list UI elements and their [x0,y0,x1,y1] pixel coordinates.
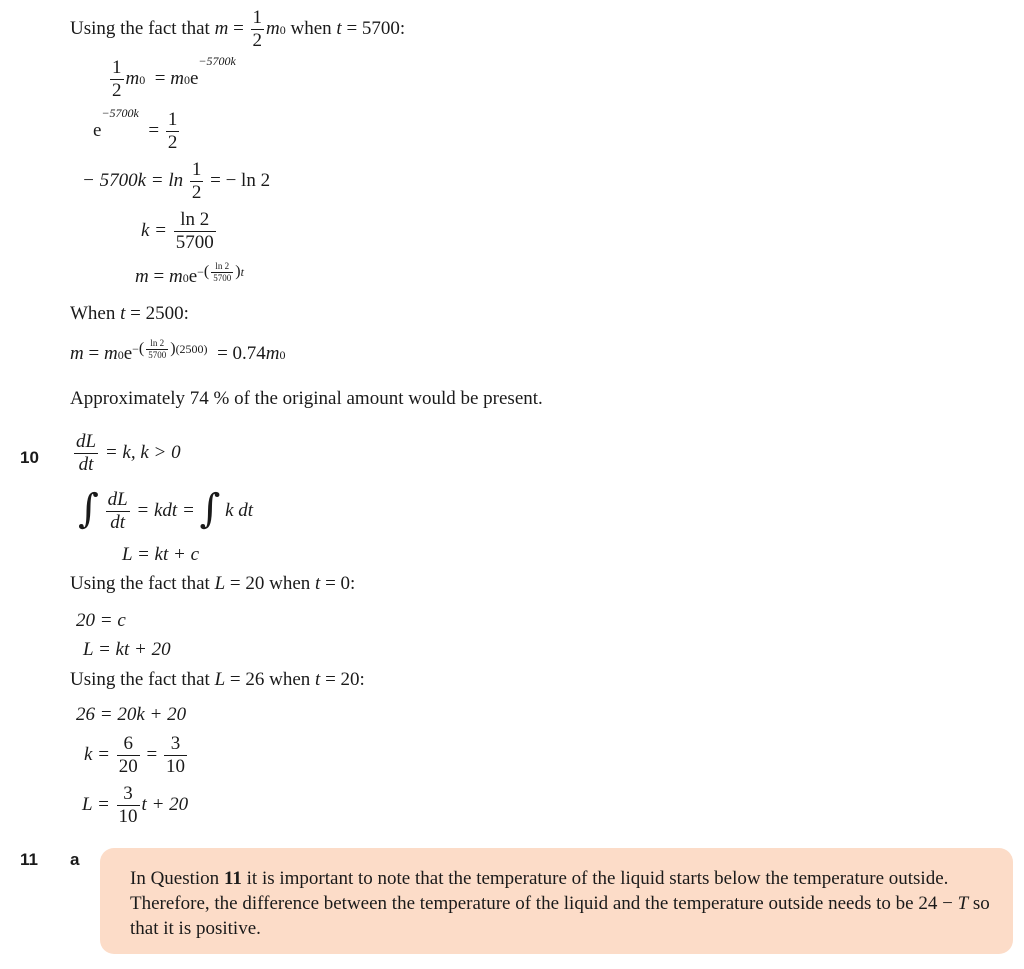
question-number-10: 10 [20,448,39,467]
equation-final-l: L = $\frac{3}{10}$ t + 20 [82,783,189,827]
question-part-a: a [70,850,80,869]
conclusion-text: Approximately 74 % of the original amount would be present. [70,388,543,409]
intro-line: Using the fact that m = $\frac{1}{2}$ m0 when t = 5700: [70,7,406,51]
condition-1-line: Using the fact that L = 20 when t = 0: [70,573,356,594]
hint-box [100,848,1013,954]
when-line: When t = 2500: [70,303,189,324]
equation-solve-k: 26 = 20k + 20 [76,704,187,725]
equation-c-value: 20 = c [76,610,126,631]
equation-half-decay: $\frac{1}{2}$ $m0 = m0e^{-5700k}$ [112,54,236,101]
equation-exp-half: $e^{-5700k}$ = $\frac{1}{2}$ [93,106,178,153]
equation-k-fraction: k = $\frac{6}{20}$ = $\frac{3}{10}$ [84,733,185,777]
condition-2-line: Using the fact that L = 26 when t = 20: [70,669,365,690]
equation-general-solution: L = kt + c [122,544,200,565]
equation-ln: − 5700k = ln $\frac{1}{2}$ = − ln 2 [82,159,271,203]
equation-differential: $\frac{dL}{dt}$ = k, k > 0 [76,431,181,475]
hint-text: In Question 11 it is important to note that the temperature of the liquid starts below the temperature outside. Therefore, the difference between the temperature of the liquid and the temperature outside needs to be 24 − T so that it is positive. [130,868,990,939]
equation-integral: ∫ $\frac{dL}{dt}$ = kdt = ∫ k dt [78,486,254,533]
equation-k-value: k = $\frac{\ln 2}{5700}$ [141,209,214,253]
question-number-11: 11 [20,850,38,869]
equation-m-2500: $m = m0e^{-( \frac{\ln 2}{5700} )(2500)} = 0.74m0$ [70,338,286,364]
equation-m-model: $m = m0e^{-( \frac{\ln 2}{5700} )t}$ [135,261,244,287]
equation-l-intermediate: L = kt + 20 [83,639,171,660]
